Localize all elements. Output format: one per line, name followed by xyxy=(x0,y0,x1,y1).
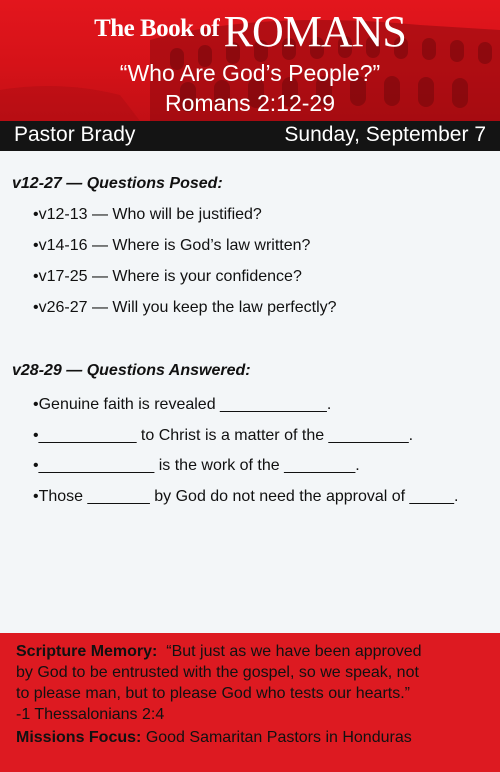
series-title-main: ROMANS xyxy=(223,7,406,56)
fill-in-item: •Those _______ by God do not need the approval of _____. xyxy=(33,488,459,505)
list-item: •v17-25 — Where is your confidence? xyxy=(33,268,302,285)
list-item: •v26-27 — Will you keep the law perfectly? xyxy=(33,299,337,316)
sermon-title: “Who Are God’s People?” xyxy=(119,60,381,86)
footer-panel xyxy=(0,633,500,772)
series-title-prefix: The Book of xyxy=(94,15,220,42)
scripture-memory-reference: -1 Thessalonians 2:4 xyxy=(16,706,165,723)
list-item: •v14-16 — Where is God’s law written? xyxy=(33,237,311,254)
scripture-memory-text-2: by God to be entrusted with the gospel, so we speak, not xyxy=(16,664,419,681)
fill-in-item: •_____________ is the work of the ________. xyxy=(33,457,360,474)
missions-focus-line xyxy=(16,729,412,747)
sermon-date: Sunday, September 7 xyxy=(284,123,486,146)
scripture-memory-text-3: to please man, but to please God who tests our hearts.” xyxy=(16,685,410,702)
pastor-name: Pastor Brady xyxy=(14,123,136,146)
scripture-memory-line xyxy=(16,643,422,661)
missions-focus-label: Missions Focus: xyxy=(16,729,142,746)
series-title xyxy=(0,6,500,57)
scripture-memory-text-1: “But just as we have been approved xyxy=(166,643,422,660)
section-title-questions-posed: v12-27 — Questions Posed: xyxy=(12,175,223,192)
scripture-memory-label: Scripture Memory: xyxy=(16,643,158,660)
fill-in-item: •___________ to Christ is a matter of the _________. xyxy=(33,427,414,444)
missions-focus-text: Good Samaritan Pastors in Honduras xyxy=(145,729,412,746)
info-bar xyxy=(0,121,500,151)
fill-in-item: •Genuine faith is revealed ____________. xyxy=(33,396,332,413)
section-title-questions-answered: v28-29 — Questions Answered: xyxy=(12,362,251,379)
list-item: •v12-13 — Who will be justified? xyxy=(33,206,262,223)
scripture-reference: Romans 2:12-29 xyxy=(164,90,336,116)
header-banner xyxy=(0,0,500,121)
